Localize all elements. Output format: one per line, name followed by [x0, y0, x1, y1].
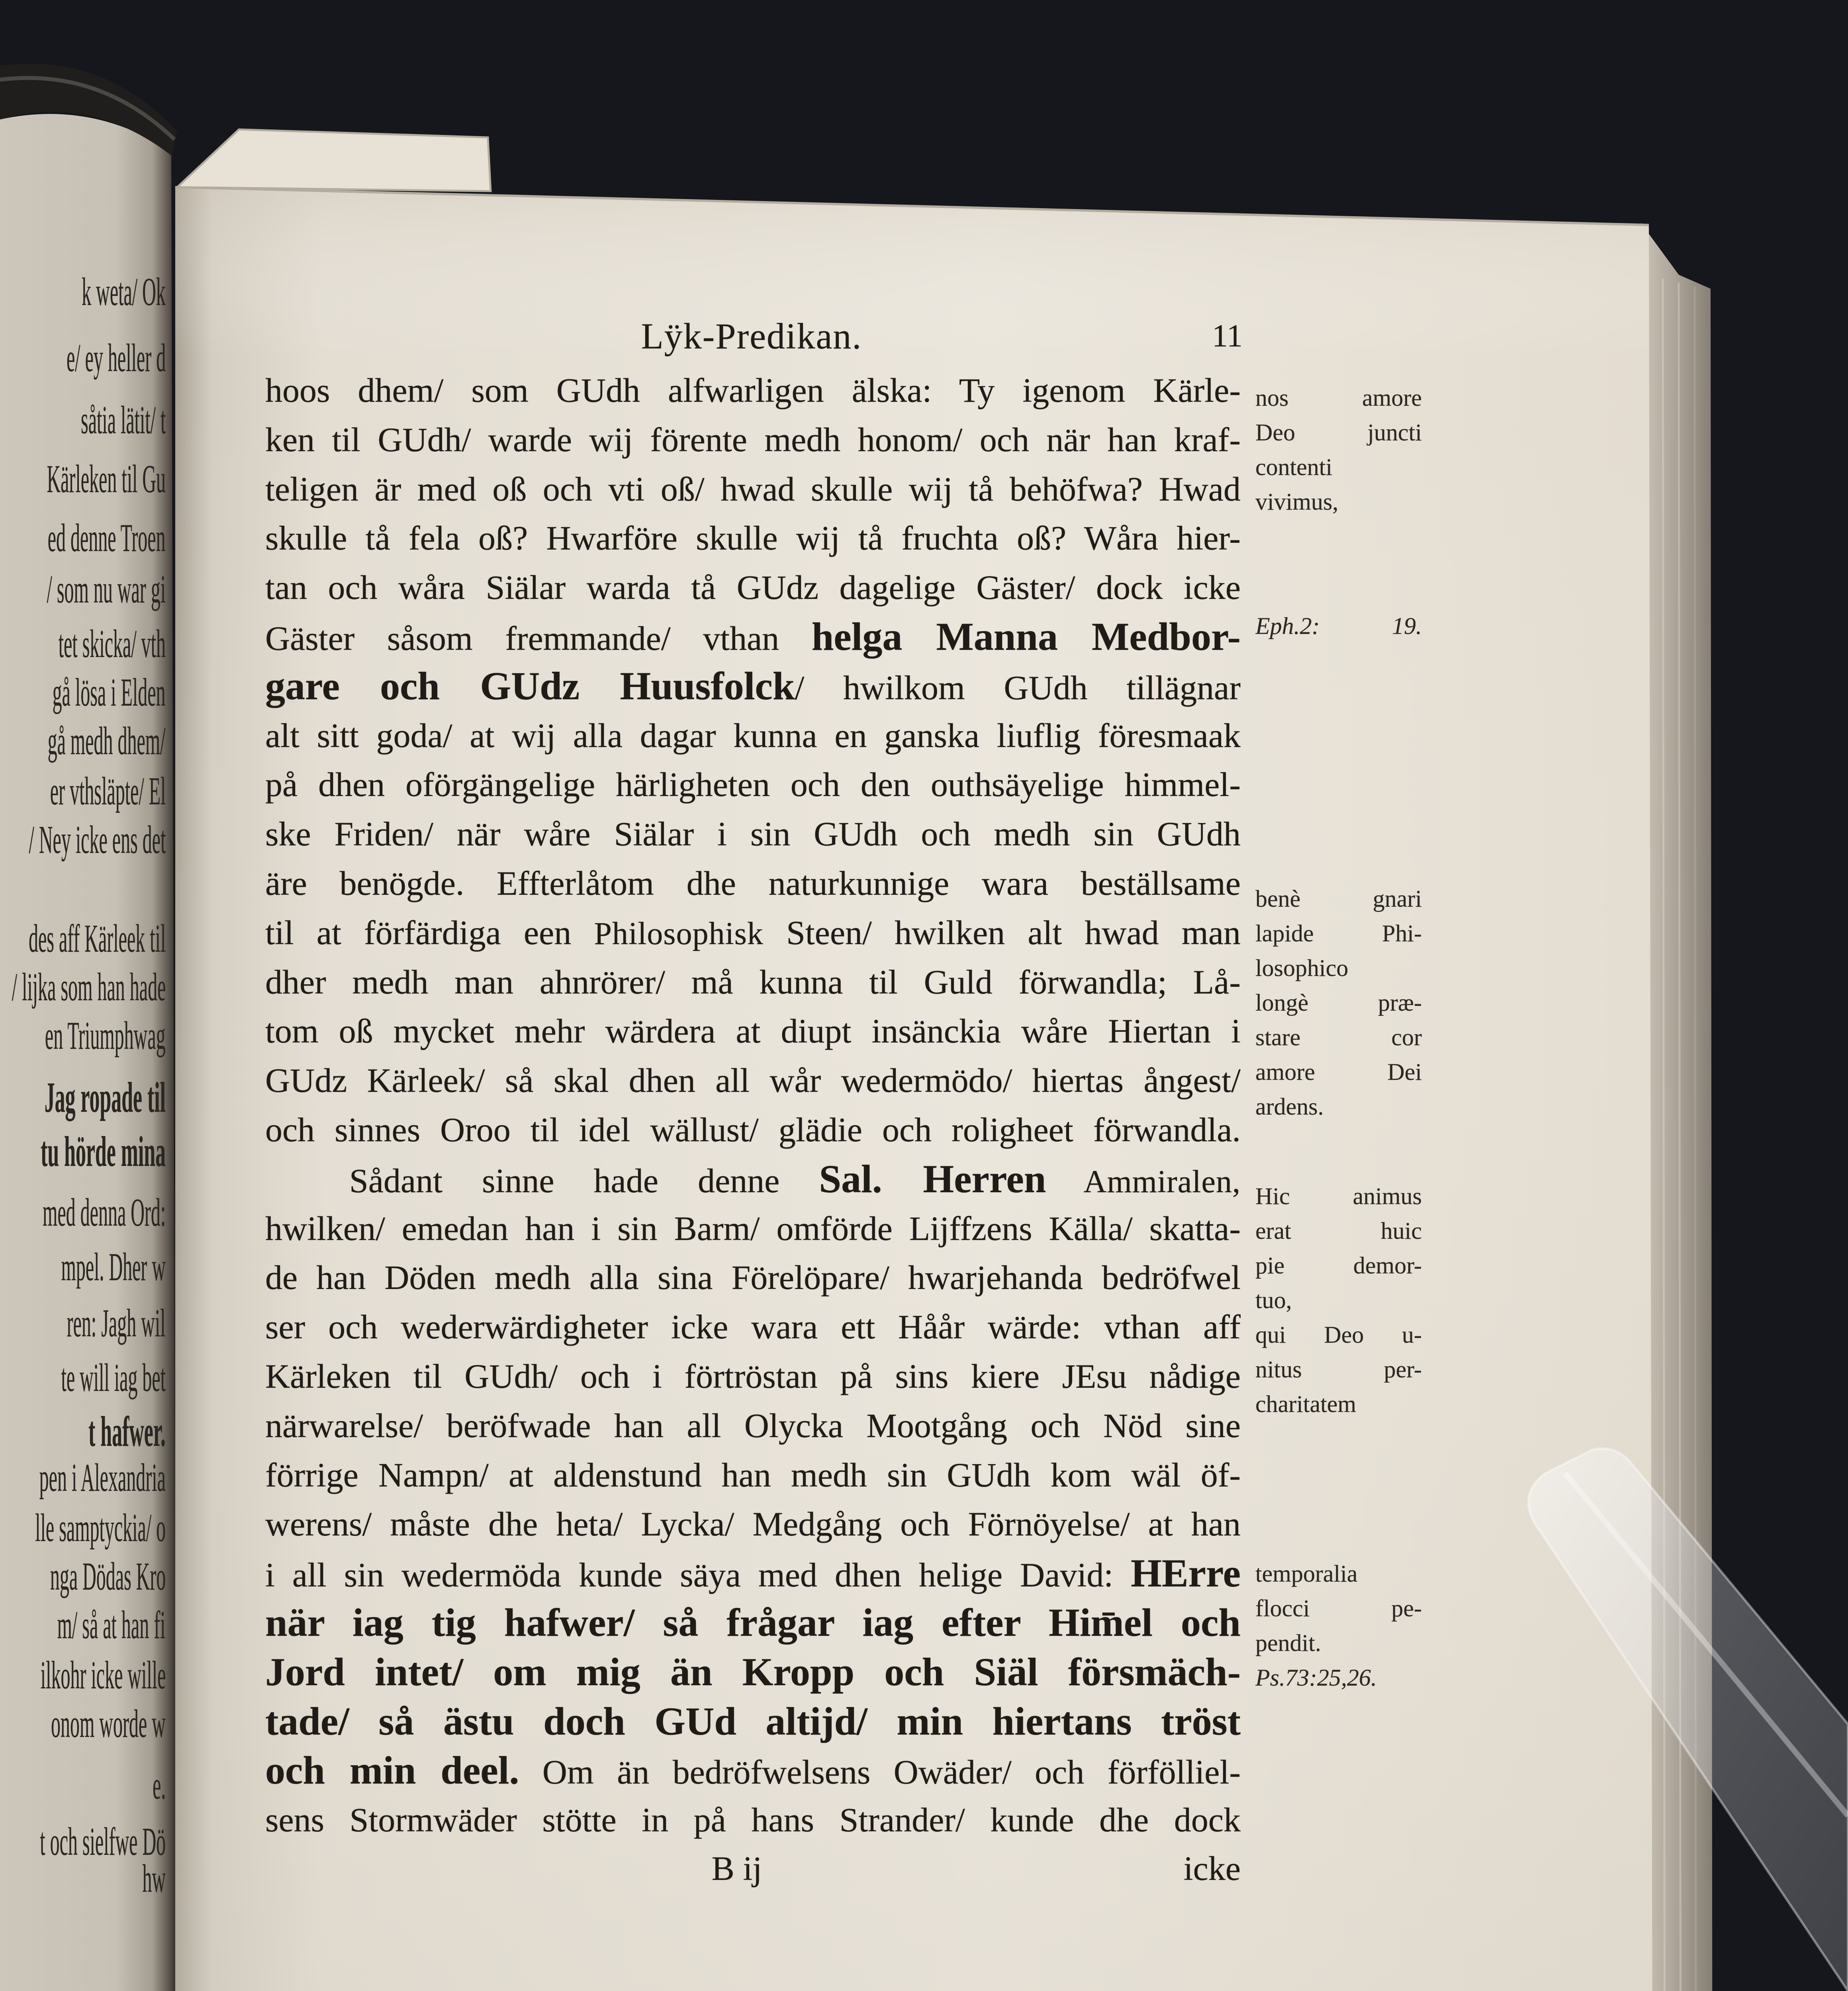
left-page-fragment: ed denne Troen [48, 516, 166, 560]
left-page-fragment: / Ney icke ens det [29, 818, 166, 862]
left-page-fragment: lle samptyckia/ o [35, 1506, 166, 1550]
text-segment: ske Friden/ när wåre Siälar i sin GUdh och medh sin GUdh [265, 815, 1241, 853]
left-page-fragment: tet skicka/ vth [58, 622, 166, 666]
left-page-fragment: m/ så at han fi [57, 1603, 166, 1647]
marginal-note: benè gnari [1255, 886, 1422, 912]
body-line [265, 1746, 1241, 1797]
marginal-note: lapide Phi- [1255, 920, 1422, 947]
text-segment: skulle tå fela oß? Hwarföre skulle wij tå fruchta oß? Wåra hier- [265, 519, 1241, 557]
left-page-fragment: t hafwer. [88, 1408, 166, 1455]
marginal-note: losophico [1255, 955, 1349, 981]
marginal-note: Eph.2: 19. [1255, 613, 1422, 639]
page-number: 11 [1212, 319, 1243, 354]
marginal-note: erat huic [1255, 1218, 1422, 1244]
body-line [265, 1450, 1241, 1501]
left-page-fragment: hw [142, 1856, 166, 1901]
text-segment: tom oß mycket mehr wärdera at diupt insänckia wåre Hiertan i [265, 1012, 1241, 1050]
marginal-note: nos amore [1255, 385, 1422, 411]
body-line [265, 1598, 1241, 1649]
marginal-note: vivimus, [1255, 489, 1339, 515]
marginal-note: flocci pe- [1255, 1595, 1422, 1621]
text-segment: teligen är med oß och vti oß/ hwad skulle wij tå behöfwa? Hwad [265, 470, 1241, 508]
text-segment: hwilken/ emedan han i sin Barm/ omförde Lijffzens Källa/ skatta- [265, 1209, 1241, 1248]
catchword: icke [1183, 1849, 1241, 1887]
left-page-fragment: gå lösa i Elden [53, 670, 166, 714]
left-page-fragment: pen i Alexandria [39, 1455, 166, 1500]
emphasized-text: tade/ så ästu doch GUd altijd/ min hiertans tröst [265, 1699, 1241, 1743]
running-head: Lÿk-Predikan. [641, 316, 862, 356]
marginal-note: temporalia [1255, 1561, 1358, 1587]
text-segment: Steen/ hwilken alt hwad man [763, 913, 1241, 952]
roman-text: Ammiralen, [1046, 1164, 1241, 1199]
text-segment: GUdz Kärleek/ så skal dhen all wår wedermödo/ hiertas ångest/ [265, 1061, 1241, 1099]
text-segment: ken til GUdh/ warde wij förente medh honom/ och när han kraf- [265, 420, 1241, 459]
text-segment: ser och wederwärdigheter icke wara ett Håår wärde: vthan aff [265, 1308, 1241, 1346]
left-page-fragment: e/ ey heller d [66, 336, 166, 380]
text-segment: Gäster såsom fremmande/ vthan [265, 619, 812, 657]
left-page-fragment: / lijka som han hade [12, 965, 166, 1009]
left-page-fragment: med denna Ord: [42, 1190, 166, 1234]
body-line [265, 513, 1241, 564]
left-page-fragment: nga Dödas Kro [50, 1554, 166, 1598]
body-line [265, 1697, 1241, 1748]
body-line [265, 1302, 1241, 1353]
marginal-note: Ps.73:25,26. [1255, 1664, 1377, 1691]
marginal-note: Hic animus [1255, 1183, 1422, 1209]
marginal-note: amore Dei [1255, 1059, 1422, 1085]
text-segment: förrige Nampn/ at aldenstund han medh sin GUdh kom wäl öf- [265, 1456, 1241, 1494]
text-segment: närwarelse/ beröfwade han all Olycka Mootgång och Nöd sine [265, 1406, 1241, 1445]
marginal-note: charitatem [1255, 1391, 1357, 1417]
text-segment: dher medh man ahnrörer/ må kunna til Guld förwandla; Lå- [265, 963, 1241, 1001]
body-line [265, 957, 1241, 1008]
left-page-fragment: t och sielfwe Dö [40, 1819, 166, 1864]
body-line [265, 612, 1241, 663]
body-line [265, 859, 1241, 909]
body-line [265, 1351, 1241, 1402]
signature-mark: B ij [711, 1849, 762, 1887]
marginal-note: qui Deo u- [1255, 1322, 1422, 1348]
text-segment: äre benögde. Effterlåtom dhe naturkunnige wara beställsame [265, 864, 1241, 902]
body-line [265, 661, 1241, 712]
emphasized-text: helga Manna Medbor- [811, 614, 1241, 659]
text-segment: Sådant sinne hade denne [349, 1162, 819, 1200]
text-segment: Om än bedröfwelsens Owäder/ och förfölliel- [519, 1753, 1241, 1791]
text-segment: alt sitt goda/ at wij alla dagar kunna en ganska liuflig föresmaak [265, 716, 1241, 755]
marginal-note: contenti [1255, 454, 1333, 480]
body-line [265, 809, 1241, 860]
body-line [265, 1647, 1241, 1698]
body-line [265, 1154, 1241, 1205]
left-page-fragment: / som nu war gi [47, 567, 166, 611]
left-page-fragment: tu hörde mina [41, 1128, 166, 1175]
text-segment: de han Döden medh alla sina Förelöpare/ hwarjehanda bedröfwel [265, 1258, 1241, 1297]
text-segment: och sinnes Oroo til idel wällust/ glädie och roligheet förwandla. [265, 1111, 1241, 1149]
body-line [265, 908, 1241, 959]
body-line [265, 711, 1241, 762]
marginal-note: ardens. [1255, 1093, 1324, 1120]
text-segment: i all sin wedermöda kunde säya med dhen helige David: [265, 1556, 1131, 1594]
roman-text: Philosophisk [594, 916, 763, 951]
body-line [265, 464, 1241, 515]
left-page-fragment: Jag ropade til [44, 1074, 166, 1121]
body-line [265, 415, 1241, 466]
body-line [265, 1253, 1241, 1304]
left-page-fragment: Kärleken til Gu [47, 457, 166, 501]
text-segment: Kärleken til GUdh/ och i förtröstan på sins kiere JEsu nådige [265, 1357, 1241, 1395]
left-page-fragment: en Triumphwag [45, 1013, 166, 1058]
body-line [265, 1204, 1241, 1255]
left-page-fragment: ilkohr icke wille [40, 1653, 166, 1697]
body-line [265, 1401, 1241, 1452]
text-segment: werens/ måste dhe heta/ Lycka/ Medgång och Förnöyelse/ at han [265, 1505, 1241, 1543]
marginal-note: pendit. [1255, 1630, 1321, 1656]
body-line [265, 760, 1241, 811]
left-page-fragment: e. [152, 1763, 166, 1807]
emphasized-text: HErre [1131, 1551, 1241, 1595]
text-segment: / hwilkom GUdh tillägnar [795, 669, 1241, 707]
left-page-fragment: mpel. Dher w [61, 1245, 166, 1289]
marginal-note: stare cor [1255, 1024, 1422, 1050]
left-page-fragment: ren: Jagh wil [67, 1301, 166, 1345]
emphasized-text: Sal. Herren [819, 1157, 1046, 1201]
body-line [265, 1105, 1241, 1156]
text-segment: til at förfärdiga een [265, 913, 594, 952]
left-page-fragment: k weta/ Ok [82, 270, 166, 314]
left-page-fragment: te will iag bet [61, 1355, 166, 1400]
left-page-fragment: gå medh dhem/ [48, 719, 166, 763]
left-page-fragment: er vthsläpte/ El [50, 769, 166, 813]
body-line [265, 1499, 1241, 1550]
marginal-note: pie demor- [1255, 1252, 1422, 1279]
left-page-fragment: onom worde w [51, 1702, 166, 1746]
emphasized-text: och min deel. [265, 1748, 519, 1792]
text-segment: tan och wåra Siälar warda tå GUdz dagelige Gäster/ dock icke [265, 568, 1241, 606]
text-segment: sens Stormwäder stötte in på hans Strander/ kunde dhe dock [265, 1801, 1241, 1839]
marginal-note: nitus per- [1255, 1356, 1422, 1383]
emphasized-text: gare och GUdz Huusfolck [265, 664, 795, 708]
text-segment: hoos dhem/ som GUdh alfwarligen älska: Ty igenom Kärle- [265, 371, 1241, 409]
marginal-note: tuo, [1255, 1287, 1292, 1313]
emphasized-text: när iag tig hafwer/ så frågar iag efter Him̄el och [265, 1600, 1241, 1645]
body-line [265, 1056, 1241, 1107]
left-page-fragment: des aff Kärleek til [28, 916, 166, 960]
body-line [265, 1795, 1241, 1846]
body-line [265, 366, 1241, 417]
body-line [265, 1006, 1241, 1057]
marginal-note: longè præ- [1255, 990, 1422, 1016]
body-line [265, 563, 1241, 614]
left-page-fragment: såtia lätit/ t [80, 398, 166, 442]
marginal-note: Deo juncti [1255, 419, 1422, 446]
emphasized-text: Jord intet/ om mig än Kropp och Siäl försmäch- [265, 1650, 1241, 1694]
text-segment: på dhen oförgängelige härligheten och den outhsäyelige himmel- [265, 765, 1241, 804]
body-line [265, 1549, 1241, 1600]
